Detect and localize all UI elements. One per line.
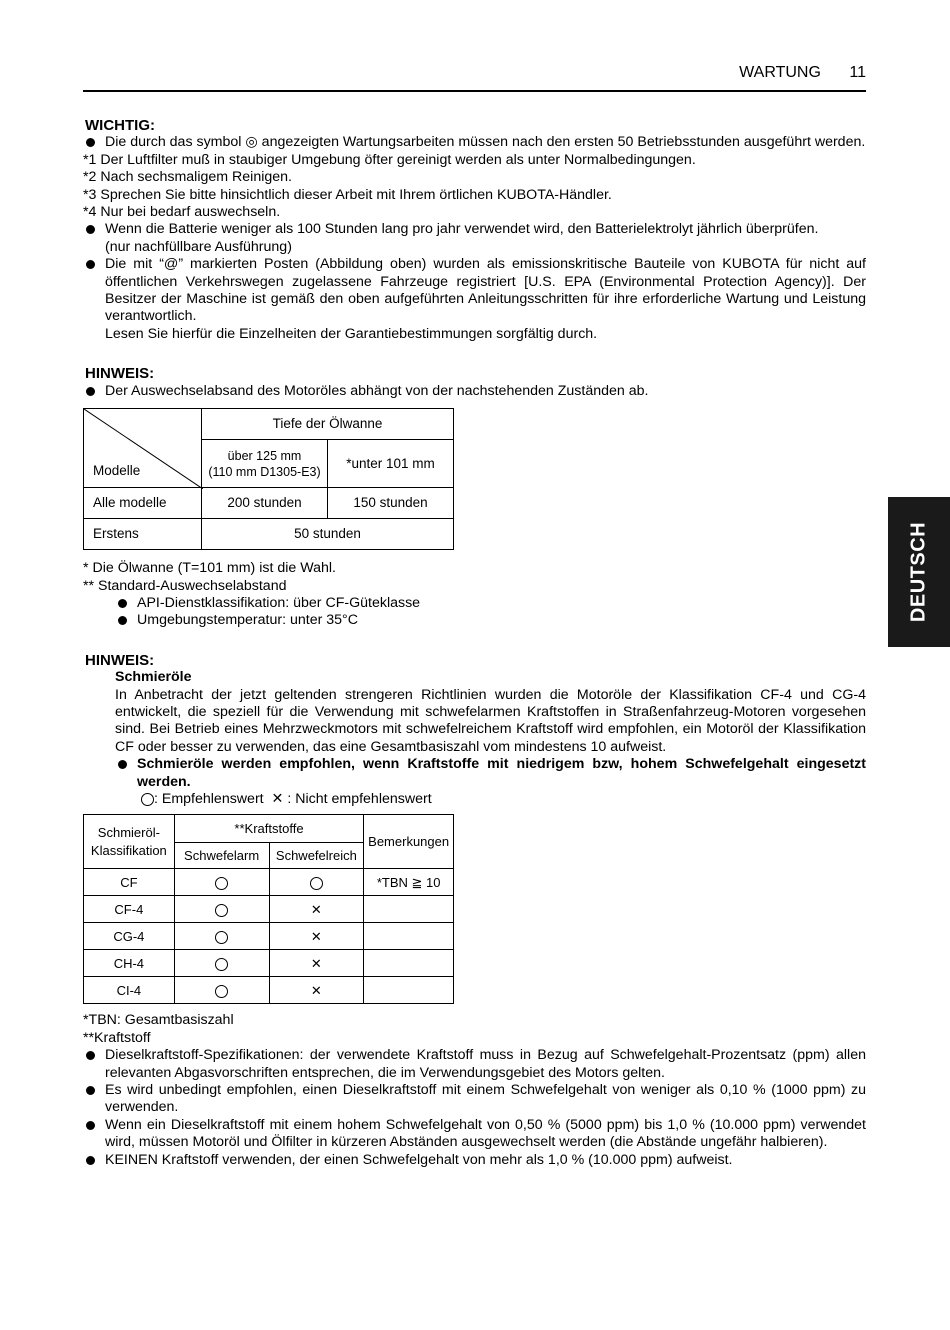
lub-header-class: Schmieröl- Klassifikation [84, 815, 175, 869]
hinweis-heading-2: HINWEIS: [85, 651, 155, 669]
oil-note-bullet-2: Umgebungstemperatur: unter 35°C [115, 612, 866, 629]
lubricant-subtitle: Schmieröle [115, 669, 192, 686]
lub-table-row [84, 869, 454, 896]
lub-header-low-sulfur: Schwefelarm [174, 843, 269, 869]
wichtig-note-3: *3 Sprechen Sie bitte hinsichtlich dieser Arbeit mit Ihrem örtlichen KUBOTA-Händler. [83, 186, 612, 203]
hinweis-1-bullet: Der Auswechselabsand des Motoröles abhängt von der nachstehenden Zuständen ab. [83, 383, 866, 400]
legend-no-text: : Nicht empfehlenswert [287, 790, 432, 807]
circle-icon [215, 931, 228, 944]
oil-table-depth-header: Tiefe der Ölwanne [202, 409, 454, 440]
wichtig-heading: WICHTIG: [85, 117, 155, 134]
lub-high-sulfur-cell: ✕ [269, 923, 364, 950]
oil-table-models-label: Modelle [93, 462, 141, 478]
fuel-bullet-1: Dieselkraftstoff-Spezifikationen: der verwendete Kraftstoff muss in Bezug auf Schwefelgehalt-Prozentsatz (ppm) allen relevanten Abgasvorschriften entsprechen, die im Verwendungsgebiet des Motors gelten. [83, 1047, 866, 1082]
oil-change-table [83, 408, 454, 550]
cross-icon: ✕ [271, 790, 284, 807]
lub-class-cell: CG-4 [84, 923, 175, 950]
section-title: WARTUNG [739, 64, 821, 81]
lub-table-row [84, 923, 454, 950]
lub-low-sulfur-cell [174, 977, 269, 1004]
lubricant-bold-bullet: Schmieröle werden empfohlen, wenn Kraftstoffe mit niedrigem bzw, hohem Schwefelgehalt eingesetzt werden. [115, 756, 866, 791]
tbn-note: *TBN: Gesamtbasiszahl [83, 1012, 234, 1029]
wichtig-bullet-3 [83, 256, 866, 343]
language-tab-label: DEUTSCH [907, 521, 930, 623]
oil-table-cell: 150 stunden [328, 488, 454, 519]
fuel-note: **Kraftstoff [83, 1029, 151, 1046]
circle-icon [215, 985, 228, 998]
lub-low-sulfur-cell [174, 950, 269, 977]
oil-note-1: * Die Ölwanne (T=101 mm) ist die Wahl. [83, 560, 336, 577]
wichtig-bullet-1: Die durch das symbol ◎ angezeigten Wartungsarbeiten müssen nach den ersten 50 Betriebsstunden ausgeführt werden. [83, 134, 866, 151]
wichtig-bullet-3-text: Die mit “@” markierten Posten (Abbildung oben) wurden als emissionskritische Bauteile von KUBOTA für nicht auf öffentlichen Verkehrswegen zugelassene Fahrzeuge registriert [U.S. EPA (Environmental Protection Agency)]. Der Besitzer der Maschine ist gemäß den oben aufgeführten Anleitungsschritten für ihre erforderliche Wartung und Leistung verantwortlich. [105, 256, 866, 325]
fuel-bullet-2: Es wird unbedingt empfohlen, einen Dieselkraftstoff mit einem Schwefelgehalt von weniger als 0,10 % (1000 ppm) zu verwenden. [83, 1082, 866, 1117]
oil-notes [83, 560, 866, 630]
circle-icon [215, 958, 228, 971]
oil-table-col-shallow: *unter 101 mm [328, 440, 454, 488]
legend-ok-text: : Empfehlenswert [154, 790, 264, 807]
lubricant-table [83, 814, 454, 1004]
hinweis-heading-1: HINWEIS: [85, 365, 155, 383]
wichtig-note-4: *4 Nur bei bedarf auswechseln. [83, 204, 281, 221]
lub-high-sulfur-cell: ✕ [269, 977, 364, 1004]
page-number: 11 [849, 64, 866, 81]
lub-low-sulfur-cell [174, 869, 269, 896]
lub-remark-cell [364, 896, 454, 923]
wichtig-note-2: *2 Nach sechsmaligem Reinigen. [83, 169, 292, 186]
lub-table-body [84, 869, 454, 1004]
oil-table-row-label: Alle modelle [84, 488, 202, 519]
page-header [83, 64, 866, 92]
lub-header-high-sulfur: Schwefelreich [269, 843, 364, 869]
oil-note-2: ** Standard-Auswechselabstand [83, 577, 287, 594]
lubricant-paragraph: In Anbetracht der jetzt geltenden strengeren Richtlinien wurden die Motoröle der Klassifikation CF-4 und CG-4 entwickelt, die speziell für die Verwendung mit schwefelarmen Kraftstoffen in Straßenfahrzeug-Motoren vorgesehen sind. Bei Betrieb eines Mehrzweckmotors mit schwefelreichem Kraftstoff wird empfohlen, ein Motoröl der Klassifikation CF oder besser zu verwenden, das eine Gesamtbasiszahl vom mindestens 10 aufweist. [115, 686, 866, 755]
wichtig-bullet-3-sub: Lesen Sie hierfür die Einzelheiten der Garantiebestimmungen sorgfältig durch. [105, 325, 598, 342]
lub-remark-cell [364, 923, 454, 950]
wichtig-bullet-2 [83, 221, 866, 256]
lub-class-cell: CH-4 [84, 950, 175, 977]
lub-header-fuel: **Kraftstoffe [174, 815, 364, 843]
lub-remark-cell [364, 950, 454, 977]
lub-class-cell: CF [84, 869, 175, 896]
language-tab [888, 497, 950, 647]
lubricant-legend [115, 791, 866, 808]
lub-low-sulfur-cell [174, 896, 269, 923]
fuel-bullet-3: Wenn ein Dieselkraftstoff mit einem hohem Schwefelgehalt von 0,50 % (5000 ppm) bis 1,0 % (10.000 ppm) verwendet wird, müssen Motoröl und Ölfilter in kürzeren Abständen ausgewechselt werden (die Abstände ungefähr halbieren). [83, 1117, 866, 1152]
lub-class-cell: CF-4 [84, 896, 175, 923]
circle-icon [215, 904, 228, 917]
circle-icon [215, 877, 228, 890]
wichtig-bullet-2-text: Wenn die Batterie weniger als 100 Stunden lang pro jahr verwendet wird, den Batterielektrolyt jährlich überprüfen. [105, 221, 819, 238]
page-content [83, 117, 866, 1169]
oil-table-cell: 200 stunden [202, 488, 328, 519]
lub-low-sulfur-cell [174, 923, 269, 950]
lub-table-row [84, 950, 454, 977]
oil-table-corner-cell [84, 409, 202, 488]
oil-note-bullet-1: API-Dienstklassifikation: über CF-Güteklasse [115, 595, 866, 612]
fuel-bullet-4: KEINEN Kraftstoff verwenden, der einen Schwefelgehalt von mehr als 1,0 % (10.000 ppm) aufweist. [83, 1152, 866, 1169]
oil-table-col-deep: über 125 mm (110 mm D1305-E3) [202, 440, 328, 488]
lub-table-row [84, 896, 454, 923]
oil-table-cell: 50 stunden [202, 519, 454, 550]
lub-high-sulfur-cell [269, 869, 364, 896]
lub-high-sulfur-cell: ✕ [269, 896, 364, 923]
lub-remark-cell [364, 977, 454, 1004]
lub-table-row [84, 977, 454, 1004]
lub-class-cell: CI-4 [84, 977, 175, 1004]
lub-header-remarks: Bemerkungen [364, 815, 454, 869]
lub-remark-cell: *TBN ≧ 10 [364, 869, 454, 896]
circle-icon [310, 877, 323, 890]
lub-high-sulfur-cell: ✕ [269, 950, 364, 977]
oil-table-row-label: Erstens [84, 519, 202, 550]
wichtig-note-1: *1 Der Luftfilter muß in staubiger Umgebung öfter gereinigt werden als unter Normalbedingungen. [83, 151, 696, 168]
circle-icon [141, 793, 154, 806]
wichtig-bullet-2-sub: (nur nachfüllbare Ausführung) [105, 238, 292, 255]
